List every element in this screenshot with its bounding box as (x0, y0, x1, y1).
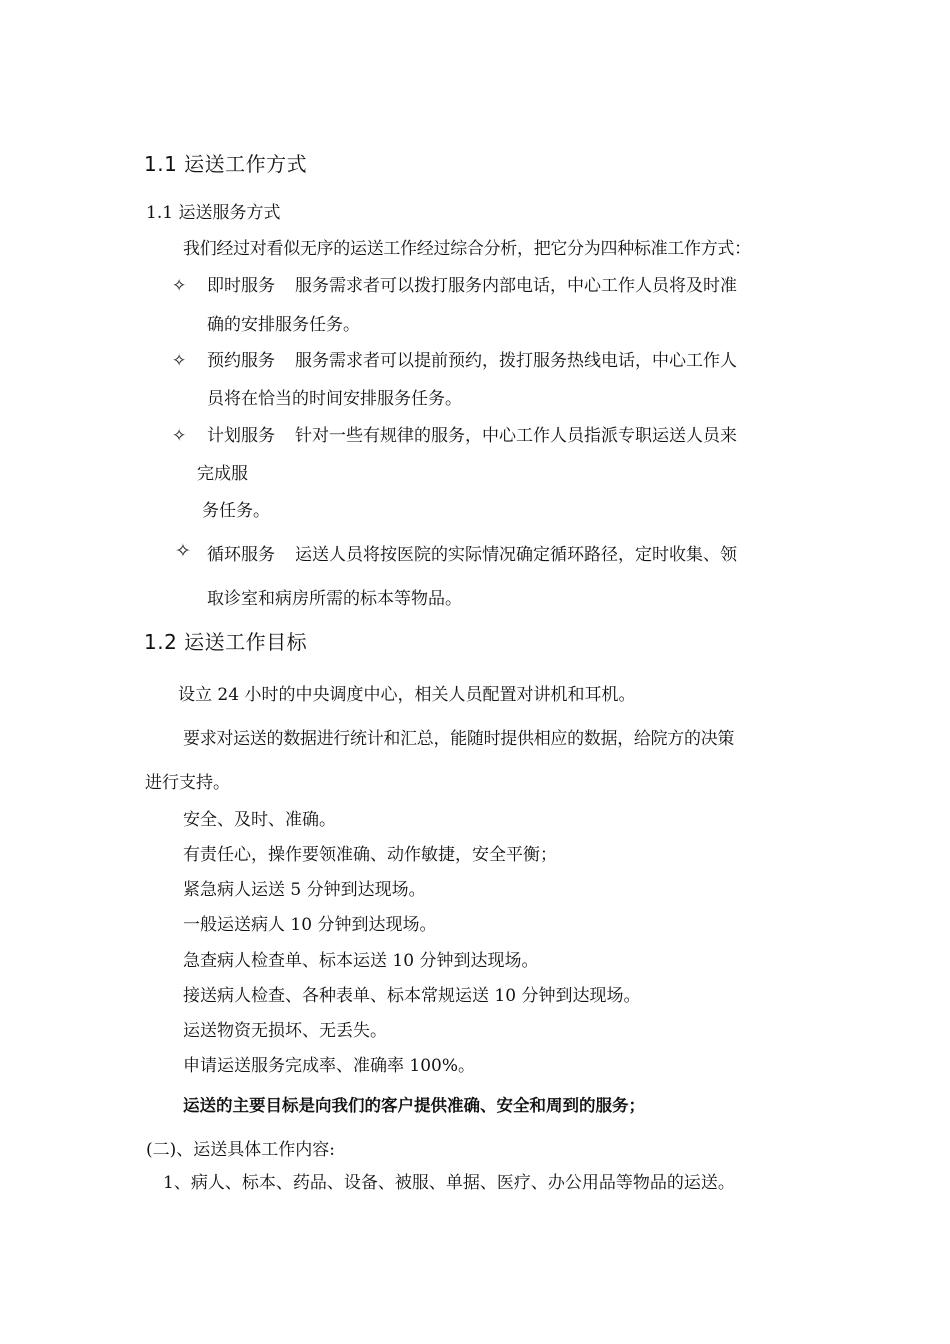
section-heading-1-1: 1.1 运送工作方式 (144, 152, 308, 176)
service-desc: 运送人员将按医院的实际情况确定循环路径，定时收集、领 (295, 545, 737, 565)
service-name: 计划服务 (207, 426, 275, 446)
list-item-reservation-service (207, 350, 737, 372)
section-heading-1-2: 1.2 运送工作目标 (144, 630, 308, 654)
list-item-continuation: 确的安排服务任务。 (207, 315, 360, 335)
list-item-continuation: 取诊室和病房所需的标本等物品。 (207, 589, 462, 609)
goal-item: 紧急病人运送 5 分钟到达现场。 (183, 880, 426, 900)
service-desc: 服务需求者可以拨打服务内部电话，中心工作人员将及时准 (295, 276, 737, 296)
service-name: 即时服务 (207, 276, 275, 296)
service-name: 预约服务 (207, 351, 275, 371)
subheading-service-mode: 1.1 运送服务方式 (146, 203, 281, 223)
main-goal-statement: 运送的主要目标是向我们的客户提供准确、安全和周到的服务； (183, 1096, 645, 1115)
goal-item: 一般运送病人 10 分钟到达现场。 (183, 915, 437, 935)
paragraph-statistics: 要求对运送的数据进行统计和汇总，能随时提供相应的数据，给院方的决策 (183, 729, 735, 749)
bullet-diamond-icon: ✧ (172, 426, 187, 446)
work-content-item: 1、病人、标本、药品、设备、被服、单据、医疗、办公用品等物品的运送。 (163, 1173, 735, 1193)
paragraph-dispatch-center: 设立 24 小时的中央调度中心，相关人员配置对讲机和耳机。 (178, 685, 636, 705)
paragraph-statistics-continuation: 进行支持。 (145, 773, 230, 793)
bullet-diamond-icon: ✧ (175, 540, 191, 562)
goal-item: 急查病人检查单、标本运送 10 分钟到达现场。 (183, 951, 539, 971)
goal-item: 安全、及时、准确。 (183, 810, 336, 830)
bullet-diamond-icon: ✧ (172, 276, 187, 296)
goal-item: 申请运送服务完成率、准确率 100%。 (183, 1056, 476, 1076)
list-item-instant-service (207, 275, 737, 297)
list-item-continuation: 务任务。 (202, 501, 270, 521)
list-item-cyclic-service (207, 544, 737, 566)
goal-item: 运送物资无损坏、无丢失。 (183, 1021, 387, 1041)
service-desc: 服务需求者可以提前预约，拨打服务热线电话，中心工作人 (295, 351, 737, 371)
section-heading-work-content: (二)、运送具体工作内容: (146, 1140, 335, 1160)
list-item-continuation: 完成服 (197, 464, 248, 484)
list-item-planned-service (207, 425, 737, 447)
goal-item: 有责任心，操作要领准确、动作敏捷，安全平衡； (183, 845, 557, 865)
bullet-diamond-icon: ✧ (172, 351, 187, 371)
service-name: 循环服务 (207, 545, 275, 565)
service-desc: 针对一些有规律的服务，中心工作人员指派专职运送人员来 (295, 426, 737, 446)
goal-item: 接送病人检查、各种表单、标本常规运送 10 分钟到达现场。 (183, 986, 641, 1006)
list-item-continuation: 员将在恰当的时间安排服务任务。 (207, 389, 462, 409)
intro-paragraph: 我们经过对看似无序的运送工作经过综合分析，把它分为四种标准工作方式： (183, 239, 751, 259)
